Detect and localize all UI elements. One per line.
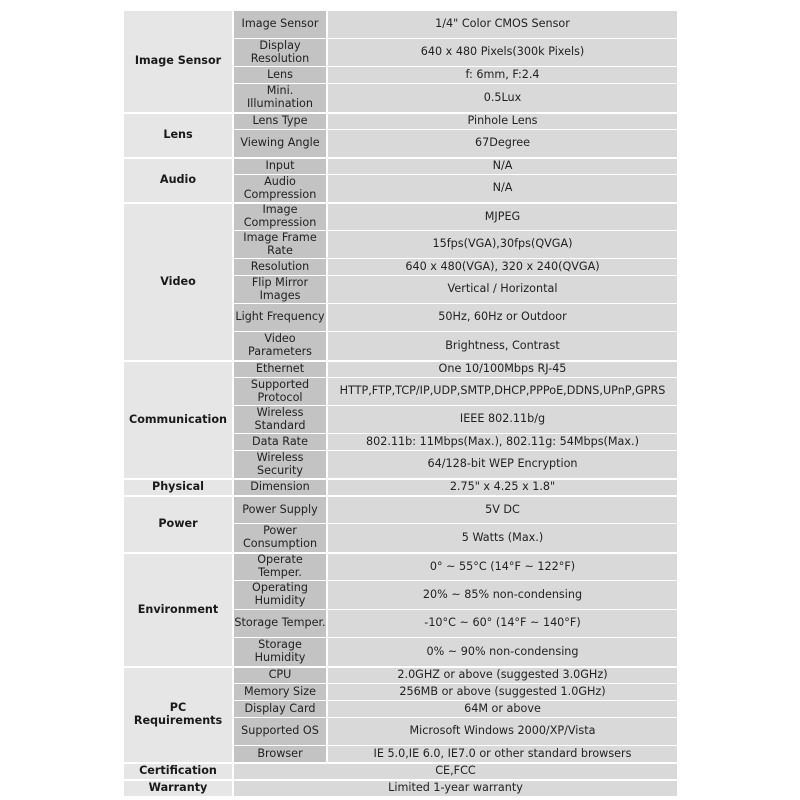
spec-value: Limited 1-year warranty <box>234 779 677 796</box>
spec-value: N/A <box>328 157 677 174</box>
spec-value: HTTP,FTP,TCP/IP,UDP,SMTP,DHCP,PPPoE,DDNS,UPnP,GPRS <box>328 377 677 405</box>
spec-label: Storage Humidity <box>234 637 328 666</box>
spec-value: 50Hz, 60Hz or Outdoor <box>328 303 677 331</box>
spec-value: IEEE 802.11b/g <box>328 405 677 433</box>
spec-value: N/A <box>328 174 677 202</box>
spec-label: Data Rate <box>234 433 328 450</box>
spec-value: MJPEG <box>328 202 677 230</box>
spec-row <box>124 779 677 796</box>
spec-row <box>124 157 677 174</box>
spec-label: Power Supply <box>234 495 328 523</box>
group-image-sensor: Image Sensor <box>124 9 234 112</box>
spec-value: 2.0GHZ or above (suggested 3.0GHz) <box>328 666 677 683</box>
spec-label: Wireless Standard <box>234 405 328 433</box>
group-lens: Lens <box>124 112 234 157</box>
spec-value: Brightness, Contrast <box>328 331 677 360</box>
spec-label: Lens Type <box>234 112 328 129</box>
spec-label: Input <box>234 157 328 174</box>
spec-value: Vertical / Horizontal <box>328 275 677 303</box>
spec-label: Supported Protocol <box>234 377 328 405</box>
spec-label: Resolution <box>234 258 328 275</box>
spec-value: Microsoft Windows 2000/XP/Vista <box>328 717 677 745</box>
spec-table <box>124 9 677 796</box>
spec-label: Flip Mirror Images <box>234 275 328 303</box>
spec-value: 5 Watts (Max.) <box>328 523 677 552</box>
spec-label: Viewing Angle <box>234 129 328 157</box>
spec-value: f: 6mm, F:2.4 <box>328 66 677 83</box>
spec-label: Memory Size <box>234 683 328 700</box>
spec-row <box>124 360 677 377</box>
spec-value: 15fps(VGA),30fps(QVGA) <box>328 230 677 258</box>
group-physical: Physical <box>124 478 234 495</box>
spec-value: One 10/100Mbps RJ-45 <box>328 360 677 377</box>
group-video: Video <box>124 202 234 360</box>
spec-label: CPU <box>234 666 328 683</box>
spec-label: Wireless Security <box>234 450 328 478</box>
spec-label: Display Card <box>234 700 328 717</box>
group-warranty: Warranty <box>124 779 234 796</box>
spec-table-body <box>124 9 677 796</box>
spec-label: Power Consumption <box>234 523 328 552</box>
spec-label: Light Frequency <box>234 303 328 331</box>
spec-row <box>124 762 677 779</box>
spec-row <box>124 478 677 495</box>
group-communication: Communication <box>124 360 234 478</box>
spec-value: 0% ~ 90% non-condensing <box>328 637 677 666</box>
spec-label: Operate Temper. <box>234 552 328 580</box>
spec-label: Audio Compression <box>234 174 328 202</box>
spec-value: 640 x 480 Pixels(300k Pixels) <box>328 38 677 66</box>
spec-label: Image Sensor <box>234 9 328 38</box>
group-environment: Environment <box>124 552 234 666</box>
spec-label: Display Resolution <box>234 38 328 66</box>
spec-value: 64/128-bit WEP Encryption <box>328 450 677 478</box>
spec-label: Supported OS <box>234 717 328 745</box>
spec-row <box>124 9 677 38</box>
spec-label: Mini. Illumination <box>234 83 328 112</box>
spec-label: Video Parameters <box>234 331 328 360</box>
spec-label: Operating Humidity <box>234 580 328 609</box>
spec-row <box>124 666 677 683</box>
group-pc-requirements: PC Requirements <box>124 666 234 762</box>
spec-label: Image Frame Rate <box>234 230 328 258</box>
spec-row <box>124 202 677 230</box>
group-certification: Certification <box>124 762 234 779</box>
spec-value: 802.11b: 11Mbps(Max.), 802.11g: 54Mbps(Max.) <box>328 433 677 450</box>
spec-label: Dimension <box>234 478 328 495</box>
spec-value: -10°C ~ 60° (14°F ~ 140°F) <box>328 609 677 637</box>
spec-value: 67Degree <box>328 129 677 157</box>
spec-value: 2.75" x 4.25 x 1.8" <box>328 478 677 495</box>
spec-row <box>124 495 677 523</box>
spec-value: 64M or above <box>328 700 677 717</box>
spec-label: Image Compression <box>234 202 328 230</box>
spec-value: 0.5Lux <box>328 83 677 112</box>
spec-label: Storage Temper. <box>234 609 328 637</box>
spec-value: 256MB or above (suggested 1.0GHz) <box>328 683 677 700</box>
spec-value: 640 x 480(VGA), 320 x 240(QVGA) <box>328 258 677 275</box>
spec-value: CE,FCC <box>234 762 677 779</box>
spec-value: 0° ~ 55°C (14°F ~ 122°F) <box>328 552 677 580</box>
spec-value: 1/4" Color CMOS Sensor <box>328 9 677 38</box>
group-audio: Audio <box>124 157 234 202</box>
spec-value: Pinhole Lens <box>328 112 677 129</box>
spec-row <box>124 112 677 129</box>
spec-row <box>124 552 677 580</box>
group-power: Power <box>124 495 234 552</box>
spec-label: Ethernet <box>234 360 328 377</box>
spec-label: Browser <box>234 745 328 762</box>
spec-label: Lens <box>234 66 328 83</box>
spec-value: 20% ~ 85% non-condensing <box>328 580 677 609</box>
spec-value: IE 5.0,IE 6.0, IE7.0 or other standard browsers <box>328 745 677 762</box>
spec-value: 5V DC <box>328 495 677 523</box>
